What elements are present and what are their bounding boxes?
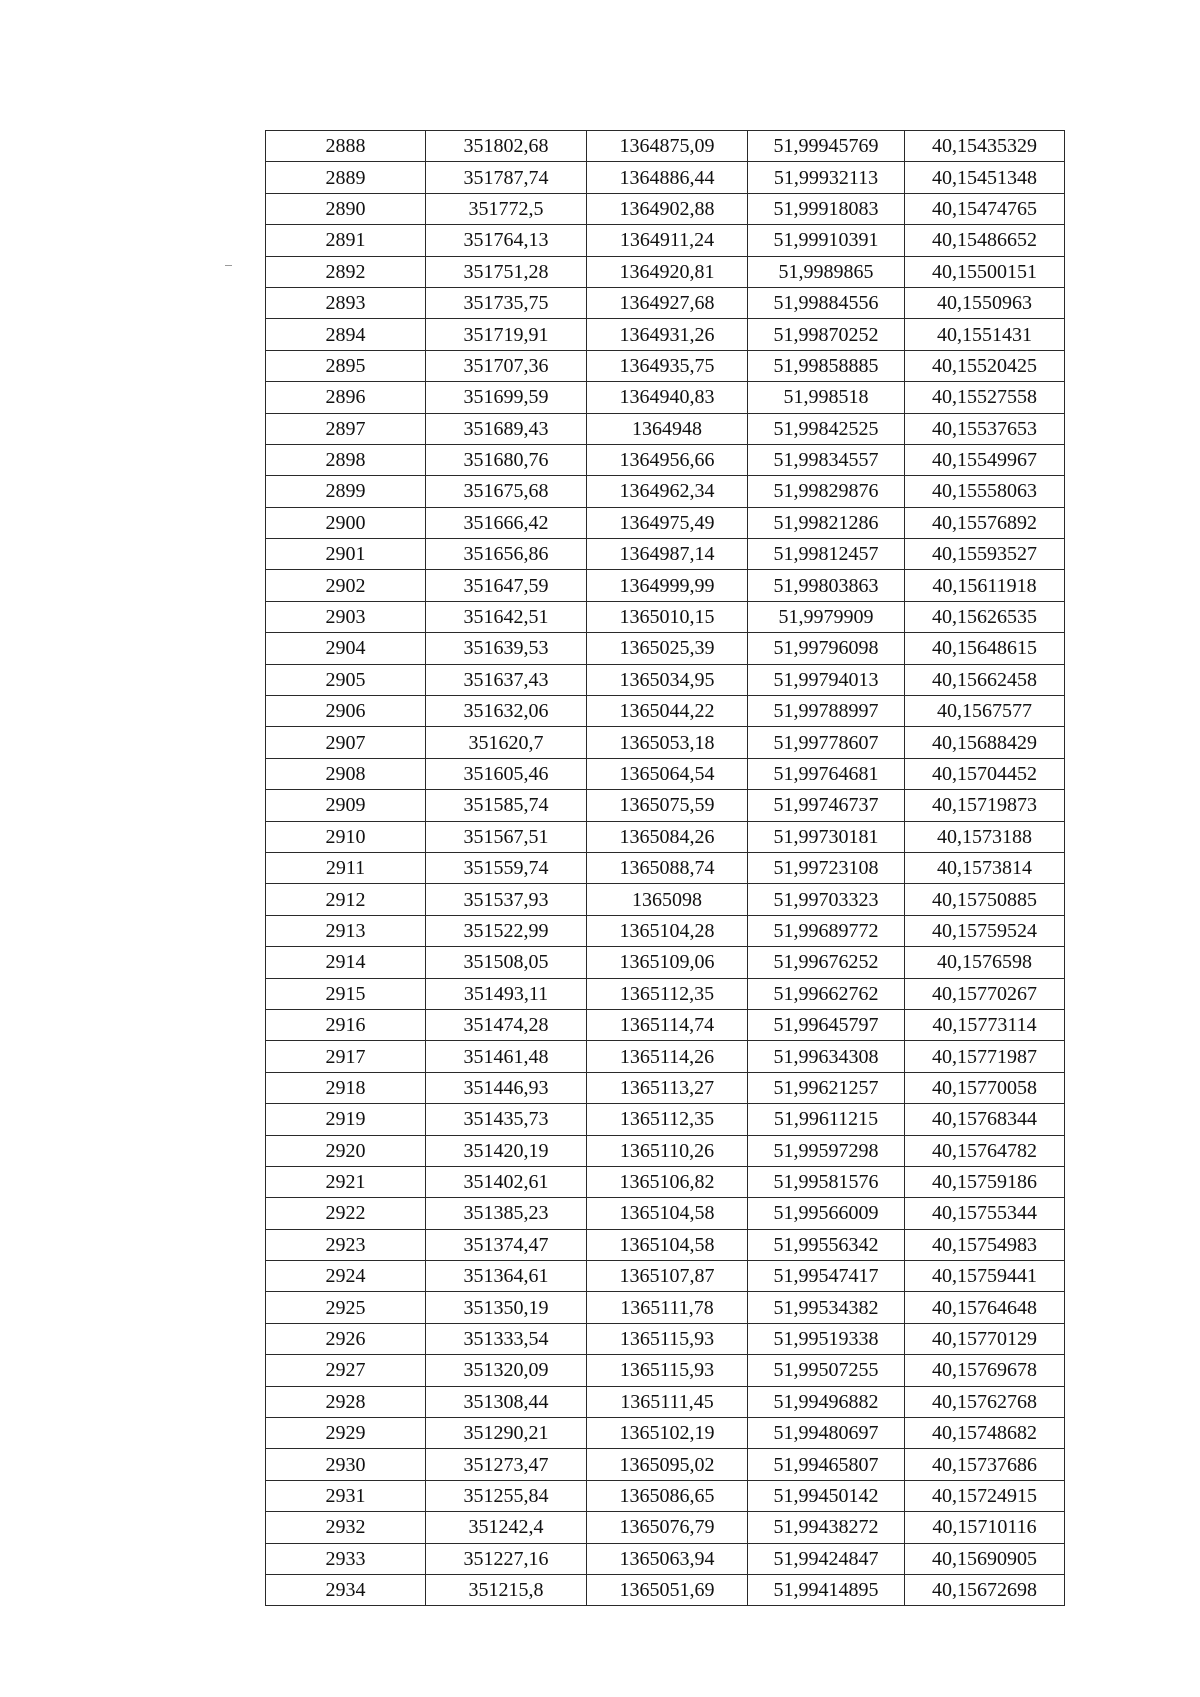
- point-number-cell: 2918: [266, 1072, 426, 1103]
- latitude-cell: 51,99910391: [748, 225, 905, 256]
- longitude-cell: 40,15558063: [905, 476, 1065, 507]
- point-number-cell: 2893: [266, 287, 426, 318]
- point-number-cell: 2895: [266, 350, 426, 381]
- x-coordinate-cell: 351350,19: [426, 1292, 587, 1323]
- table-row: [266, 947, 1065, 978]
- table-row: [266, 1512, 1065, 1543]
- table-row: [266, 821, 1065, 852]
- latitude-cell: 51,99597298: [748, 1135, 905, 1166]
- x-coordinate-cell: 351446,93: [426, 1072, 587, 1103]
- longitude-cell: 40,15576892: [905, 507, 1065, 538]
- table-row: [266, 696, 1065, 727]
- table-row: [266, 570, 1065, 601]
- longitude-cell: 40,15611918: [905, 570, 1065, 601]
- x-coordinate-cell: 351559,74: [426, 852, 587, 883]
- longitude-cell: 40,1567577: [905, 696, 1065, 727]
- x-coordinate-cell: 351567,51: [426, 821, 587, 852]
- y-coordinate-cell: 1364875,09: [587, 131, 748, 162]
- table-row: [266, 1574, 1065, 1605]
- latitude-cell: 51,99438272: [748, 1512, 905, 1543]
- latitude-cell: 51,99480697: [748, 1418, 905, 1449]
- latitude-cell: 51,99556342: [748, 1229, 905, 1260]
- point-number-cell: 2922: [266, 1198, 426, 1229]
- longitude-cell: 40,15593527: [905, 539, 1065, 570]
- latitude-cell: 51,99634308: [748, 1041, 905, 1072]
- table-row: [266, 1009, 1065, 1040]
- y-coordinate-cell: 1364956,66: [587, 444, 748, 475]
- latitude-cell: 51,99796098: [748, 633, 905, 664]
- point-number-cell: 2916: [266, 1009, 426, 1040]
- longitude-cell: 40,15486652: [905, 225, 1065, 256]
- table-row: [266, 287, 1065, 318]
- point-number-cell: 2892: [266, 256, 426, 287]
- latitude-cell: 51,99788997: [748, 696, 905, 727]
- x-coordinate-cell: 351364,61: [426, 1261, 587, 1292]
- point-number-cell: 2890: [266, 193, 426, 224]
- x-coordinate-cell: 351637,43: [426, 664, 587, 695]
- table-row: [266, 1323, 1065, 1354]
- longitude-cell: 40,1551431: [905, 319, 1065, 350]
- latitude-cell: 51,99507255: [748, 1355, 905, 1386]
- x-coordinate-cell: 351764,13: [426, 225, 587, 256]
- x-coordinate-cell: 351647,59: [426, 570, 587, 601]
- table-row: [266, 131, 1065, 162]
- x-coordinate-cell: 351374,47: [426, 1229, 587, 1260]
- longitude-cell: 40,15710116: [905, 1512, 1065, 1543]
- y-coordinate-cell: 1365051,69: [587, 1574, 748, 1605]
- y-coordinate-cell: 1365106,82: [587, 1166, 748, 1197]
- longitude-cell: 40,1573188: [905, 821, 1065, 852]
- longitude-cell: 40,1550963: [905, 287, 1065, 318]
- y-coordinate-cell: 1364902,88: [587, 193, 748, 224]
- point-number-cell: 2917: [266, 1041, 426, 1072]
- x-coordinate-cell: 351474,28: [426, 1009, 587, 1040]
- y-coordinate-cell: 1365095,02: [587, 1449, 748, 1480]
- x-coordinate-cell: 351320,09: [426, 1355, 587, 1386]
- y-coordinate-cell: 1364999,99: [587, 570, 748, 601]
- longitude-cell: 40,15770058: [905, 1072, 1065, 1103]
- y-coordinate-cell: 1365076,79: [587, 1512, 748, 1543]
- table-row: [266, 727, 1065, 758]
- x-coordinate-cell: 351242,4: [426, 1512, 587, 1543]
- x-coordinate-cell: 351656,86: [426, 539, 587, 570]
- table-row: [266, 978, 1065, 1009]
- longitude-cell: 40,15520425: [905, 350, 1065, 381]
- table-row: [266, 852, 1065, 883]
- y-coordinate-cell: 1365115,93: [587, 1323, 748, 1354]
- latitude-cell: 51,99829876: [748, 476, 905, 507]
- table-row: [266, 1418, 1065, 1449]
- latitude-cell: 51,99662762: [748, 978, 905, 1009]
- table-row: [266, 915, 1065, 946]
- x-coordinate-cell: 351215,8: [426, 1574, 587, 1605]
- longitude-cell: 40,15759524: [905, 915, 1065, 946]
- x-coordinate-cell: 351787,74: [426, 162, 587, 193]
- y-coordinate-cell: 1364927,68: [587, 287, 748, 318]
- y-coordinate-cell: 1365114,74: [587, 1009, 748, 1040]
- longitude-cell: 40,15737686: [905, 1449, 1065, 1480]
- longitude-cell: 40,15724915: [905, 1480, 1065, 1511]
- table-row: [266, 1229, 1065, 1260]
- latitude-cell: 51,99424847: [748, 1543, 905, 1574]
- longitude-cell: 40,15549967: [905, 444, 1065, 475]
- y-coordinate-cell: 1365084,26: [587, 821, 748, 852]
- x-coordinate-cell: 351605,46: [426, 758, 587, 789]
- y-coordinate-cell: 1365102,19: [587, 1418, 748, 1449]
- point-number-cell: 2909: [266, 790, 426, 821]
- x-coordinate-cell: 351680,76: [426, 444, 587, 475]
- table-row: [266, 350, 1065, 381]
- x-coordinate-cell: 351385,23: [426, 1198, 587, 1229]
- latitude-cell: 51,99581576: [748, 1166, 905, 1197]
- point-number-cell: 2933: [266, 1543, 426, 1574]
- x-coordinate-cell: 351642,51: [426, 601, 587, 632]
- table-row: [266, 539, 1065, 570]
- latitude-cell: 51,99703323: [748, 884, 905, 915]
- point-number-cell: 2894: [266, 319, 426, 350]
- table-row: [266, 1135, 1065, 1166]
- longitude-cell: 40,15768344: [905, 1104, 1065, 1135]
- y-coordinate-cell: 1364911,24: [587, 225, 748, 256]
- x-coordinate-cell: 351751,28: [426, 256, 587, 287]
- longitude-cell: 40,15500151: [905, 256, 1065, 287]
- y-coordinate-cell: 1364962,34: [587, 476, 748, 507]
- longitude-cell: 40,15527558: [905, 382, 1065, 413]
- longitude-cell: 40,15759441: [905, 1261, 1065, 1292]
- latitude-cell: 51,99621257: [748, 1072, 905, 1103]
- x-coordinate-cell: 351735,75: [426, 287, 587, 318]
- latitude-cell: 51,99414895: [748, 1574, 905, 1605]
- table-row: [266, 413, 1065, 444]
- x-coordinate-cell: 351802,68: [426, 131, 587, 162]
- latitude-cell: 51,99465807: [748, 1449, 905, 1480]
- y-coordinate-cell: 1365111,78: [587, 1292, 748, 1323]
- table-row: [266, 1166, 1065, 1197]
- x-coordinate-cell: 351699,59: [426, 382, 587, 413]
- x-coordinate-cell: 351333,54: [426, 1323, 587, 1354]
- point-number-cell: 2927: [266, 1355, 426, 1386]
- point-number-cell: 2898: [266, 444, 426, 475]
- x-coordinate-cell: 351772,5: [426, 193, 587, 224]
- table-row: [266, 601, 1065, 632]
- y-coordinate-cell: 1365064,54: [587, 758, 748, 789]
- longitude-cell: 40,15764782: [905, 1135, 1065, 1166]
- latitude-cell: 51,99858885: [748, 350, 905, 381]
- latitude-cell: 51,99870252: [748, 319, 905, 350]
- y-coordinate-cell: 1365112,35: [587, 1104, 748, 1135]
- coordinates-table: [265, 130, 1065, 1606]
- x-coordinate-cell: 351227,16: [426, 1543, 587, 1574]
- longitude-cell: 40,15770129: [905, 1323, 1065, 1354]
- table-row: [266, 664, 1065, 695]
- table-row: [266, 256, 1065, 287]
- point-number-cell: 2901: [266, 539, 426, 570]
- point-number-cell: 2907: [266, 727, 426, 758]
- point-number-cell: 2920: [266, 1135, 426, 1166]
- table-row: [266, 1041, 1065, 1072]
- point-number-cell: 2914: [266, 947, 426, 978]
- y-coordinate-cell: 1365111,45: [587, 1386, 748, 1417]
- point-number-cell: 2928: [266, 1386, 426, 1417]
- longitude-cell: 40,15773114: [905, 1009, 1065, 1040]
- x-coordinate-cell: 351639,53: [426, 633, 587, 664]
- point-number-cell: 2904: [266, 633, 426, 664]
- longitude-cell: 40,15648615: [905, 633, 1065, 664]
- latitude-cell: 51,99723108: [748, 852, 905, 883]
- table-row: [266, 225, 1065, 256]
- latitude-cell: 51,99884556: [748, 287, 905, 318]
- y-coordinate-cell: 1365086,65: [587, 1480, 748, 1511]
- longitude-cell: 40,15435329: [905, 131, 1065, 162]
- table-row: [266, 633, 1065, 664]
- x-coordinate-cell: 351308,44: [426, 1386, 587, 1417]
- point-number-cell: 2932: [266, 1512, 426, 1543]
- y-coordinate-cell: 1364975,49: [587, 507, 748, 538]
- y-coordinate-cell: 1364987,14: [587, 539, 748, 570]
- y-coordinate-cell: 1365034,95: [587, 664, 748, 695]
- point-number-cell: 2915: [266, 978, 426, 1009]
- x-coordinate-cell: 351273,47: [426, 1449, 587, 1480]
- y-coordinate-cell: 1365112,35: [587, 978, 748, 1009]
- table-row: [266, 319, 1065, 350]
- longitude-cell: 40,15748682: [905, 1418, 1065, 1449]
- x-coordinate-cell: 351420,19: [426, 1135, 587, 1166]
- latitude-cell: 51,99842525: [748, 413, 905, 444]
- longitude-cell: 40,1573814: [905, 852, 1065, 883]
- point-number-cell: 2908: [266, 758, 426, 789]
- y-coordinate-cell: 1365098: [587, 884, 748, 915]
- y-coordinate-cell: 1365104,58: [587, 1198, 748, 1229]
- y-coordinate-cell: 1365113,27: [587, 1072, 748, 1103]
- longitude-cell: 40,1576598: [905, 947, 1065, 978]
- longitude-cell: 40,15704452: [905, 758, 1065, 789]
- point-number-cell: 2911: [266, 852, 426, 883]
- table-row: [266, 444, 1065, 475]
- point-number-cell: 2891: [266, 225, 426, 256]
- latitude-cell: 51,9989865: [748, 256, 905, 287]
- longitude-cell: 40,15690905: [905, 1543, 1065, 1574]
- longitude-cell: 40,15764648: [905, 1292, 1065, 1323]
- x-coordinate-cell: 351402,61: [426, 1166, 587, 1197]
- table-row: [266, 507, 1065, 538]
- longitude-cell: 40,15770267: [905, 978, 1065, 1009]
- latitude-cell: 51,99778607: [748, 727, 905, 758]
- longitude-cell: 40,15662458: [905, 664, 1065, 695]
- point-number-cell: 2925: [266, 1292, 426, 1323]
- longitude-cell: 40,15719873: [905, 790, 1065, 821]
- y-coordinate-cell: 1364931,26: [587, 319, 748, 350]
- y-coordinate-cell: 1365109,06: [587, 947, 748, 978]
- latitude-cell: 51,99611215: [748, 1104, 905, 1135]
- latitude-cell: 51,99534382: [748, 1292, 905, 1323]
- point-number-cell: 2903: [266, 601, 426, 632]
- latitude-cell: 51,998518: [748, 382, 905, 413]
- longitude-cell: 40,15451348: [905, 162, 1065, 193]
- table-row: [266, 884, 1065, 915]
- y-coordinate-cell: 1365010,15: [587, 601, 748, 632]
- point-number-cell: 2919: [266, 1104, 426, 1135]
- latitude-cell: 51,9979909: [748, 601, 905, 632]
- latitude-cell: 51,99746737: [748, 790, 905, 821]
- x-coordinate-cell: 351707,36: [426, 350, 587, 381]
- latitude-cell: 51,99689772: [748, 915, 905, 946]
- longitude-cell: 40,15762768: [905, 1386, 1065, 1417]
- latitude-cell: 51,99764681: [748, 758, 905, 789]
- table-row: [266, 476, 1065, 507]
- x-coordinate-cell: 351537,93: [426, 884, 587, 915]
- longitude-cell: 40,15754983: [905, 1229, 1065, 1260]
- point-number-cell: 2913: [266, 915, 426, 946]
- x-coordinate-cell: 351255,84: [426, 1480, 587, 1511]
- table-row: [266, 1292, 1065, 1323]
- y-coordinate-cell: 1365107,87: [587, 1261, 748, 1292]
- point-number-cell: 2889: [266, 162, 426, 193]
- latitude-cell: 51,99803863: [748, 570, 905, 601]
- y-coordinate-cell: 1365044,22: [587, 696, 748, 727]
- point-number-cell: 2930: [266, 1449, 426, 1480]
- table-row: [266, 1449, 1065, 1480]
- point-number-cell: 2888: [266, 131, 426, 162]
- point-number-cell: 2896: [266, 382, 426, 413]
- x-coordinate-cell: 351620,7: [426, 727, 587, 758]
- longitude-cell: 40,15769678: [905, 1355, 1065, 1386]
- y-coordinate-cell: 1365104,28: [587, 915, 748, 946]
- point-number-cell: 2929: [266, 1418, 426, 1449]
- longitude-cell: 40,15537653: [905, 413, 1065, 444]
- table-row: [266, 1104, 1065, 1135]
- point-number-cell: 2902: [266, 570, 426, 601]
- table-row: [266, 1355, 1065, 1386]
- x-coordinate-cell: 351508,05: [426, 947, 587, 978]
- latitude-cell: 51,99566009: [748, 1198, 905, 1229]
- point-number-cell: 2921: [266, 1166, 426, 1197]
- longitude-cell: 40,15771987: [905, 1041, 1065, 1072]
- table-row: [266, 382, 1065, 413]
- y-coordinate-cell: 1365114,26: [587, 1041, 748, 1072]
- table-row: [266, 1261, 1065, 1292]
- latitude-cell: 51,99794013: [748, 664, 905, 695]
- stray-scan-mark: [225, 265, 232, 266]
- y-coordinate-cell: 1364940,83: [587, 382, 748, 413]
- x-coordinate-cell: 351461,48: [426, 1041, 587, 1072]
- x-coordinate-cell: 351689,43: [426, 413, 587, 444]
- longitude-cell: 40,15750885: [905, 884, 1065, 915]
- longitude-cell: 40,15672698: [905, 1574, 1065, 1605]
- x-coordinate-cell: 351719,91: [426, 319, 587, 350]
- latitude-cell: 51,99519338: [748, 1323, 905, 1354]
- x-coordinate-cell: 351522,99: [426, 915, 587, 946]
- point-number-cell: 2897: [266, 413, 426, 444]
- y-coordinate-cell: 1365110,26: [587, 1135, 748, 1166]
- x-coordinate-cell: 351675,68: [426, 476, 587, 507]
- y-coordinate-cell: 1364920,81: [587, 256, 748, 287]
- y-coordinate-cell: 1365025,39: [587, 633, 748, 664]
- longitude-cell: 40,15759186: [905, 1166, 1065, 1197]
- longitude-cell: 40,15626535: [905, 601, 1065, 632]
- y-coordinate-cell: 1364886,44: [587, 162, 748, 193]
- latitude-cell: 51,99812457: [748, 539, 905, 570]
- latitude-cell: 51,99730181: [748, 821, 905, 852]
- coordinates-table-body: [266, 131, 1065, 1606]
- latitude-cell: 51,99676252: [748, 947, 905, 978]
- latitude-cell: 51,99834557: [748, 444, 905, 475]
- latitude-cell: 51,99945769: [748, 131, 905, 162]
- y-coordinate-cell: 1365115,93: [587, 1355, 748, 1386]
- x-coordinate-cell: 351493,11: [426, 978, 587, 1009]
- longitude-cell: 40,15474765: [905, 193, 1065, 224]
- latitude-cell: 51,99450142: [748, 1480, 905, 1511]
- latitude-cell: 51,99932113: [748, 162, 905, 193]
- y-coordinate-cell: 1365053,18: [587, 727, 748, 758]
- latitude-cell: 51,99496882: [748, 1386, 905, 1417]
- table-row: [266, 1198, 1065, 1229]
- x-coordinate-cell: 351585,74: [426, 790, 587, 821]
- table-row: [266, 1543, 1065, 1574]
- point-number-cell: 2931: [266, 1480, 426, 1511]
- table-row: [266, 790, 1065, 821]
- x-coordinate-cell: 351632,06: [426, 696, 587, 727]
- point-number-cell: 2926: [266, 1323, 426, 1354]
- y-coordinate-cell: 1365063,94: [587, 1543, 748, 1574]
- point-number-cell: 2912: [266, 884, 426, 915]
- y-coordinate-cell: 1365075,59: [587, 790, 748, 821]
- x-coordinate-cell: 351435,73: [426, 1104, 587, 1135]
- point-number-cell: 2923: [266, 1229, 426, 1260]
- point-number-cell: 2905: [266, 664, 426, 695]
- point-number-cell: 2910: [266, 821, 426, 852]
- table-row: [266, 162, 1065, 193]
- longitude-cell: 40,15755344: [905, 1198, 1065, 1229]
- latitude-cell: 51,99645797: [748, 1009, 905, 1040]
- y-coordinate-cell: 1365104,58: [587, 1229, 748, 1260]
- table-row: [266, 1386, 1065, 1417]
- latitude-cell: 51,99547417: [748, 1261, 905, 1292]
- x-coordinate-cell: 351290,21: [426, 1418, 587, 1449]
- longitude-cell: 40,15688429: [905, 727, 1065, 758]
- point-number-cell: 2934: [266, 1574, 426, 1605]
- table-row: [266, 1480, 1065, 1511]
- latitude-cell: 51,99918083: [748, 193, 905, 224]
- table-row: [266, 1072, 1065, 1103]
- y-coordinate-cell: 1364935,75: [587, 350, 748, 381]
- point-number-cell: 2900: [266, 507, 426, 538]
- table-row: [266, 758, 1065, 789]
- table-row: [266, 193, 1065, 224]
- y-coordinate-cell: 1364948: [587, 413, 748, 444]
- point-number-cell: 2924: [266, 1261, 426, 1292]
- latitude-cell: 51,99821286: [748, 507, 905, 538]
- y-coordinate-cell: 1365088,74: [587, 852, 748, 883]
- point-number-cell: 2906: [266, 696, 426, 727]
- point-number-cell: 2899: [266, 476, 426, 507]
- x-coordinate-cell: 351666,42: [426, 507, 587, 538]
